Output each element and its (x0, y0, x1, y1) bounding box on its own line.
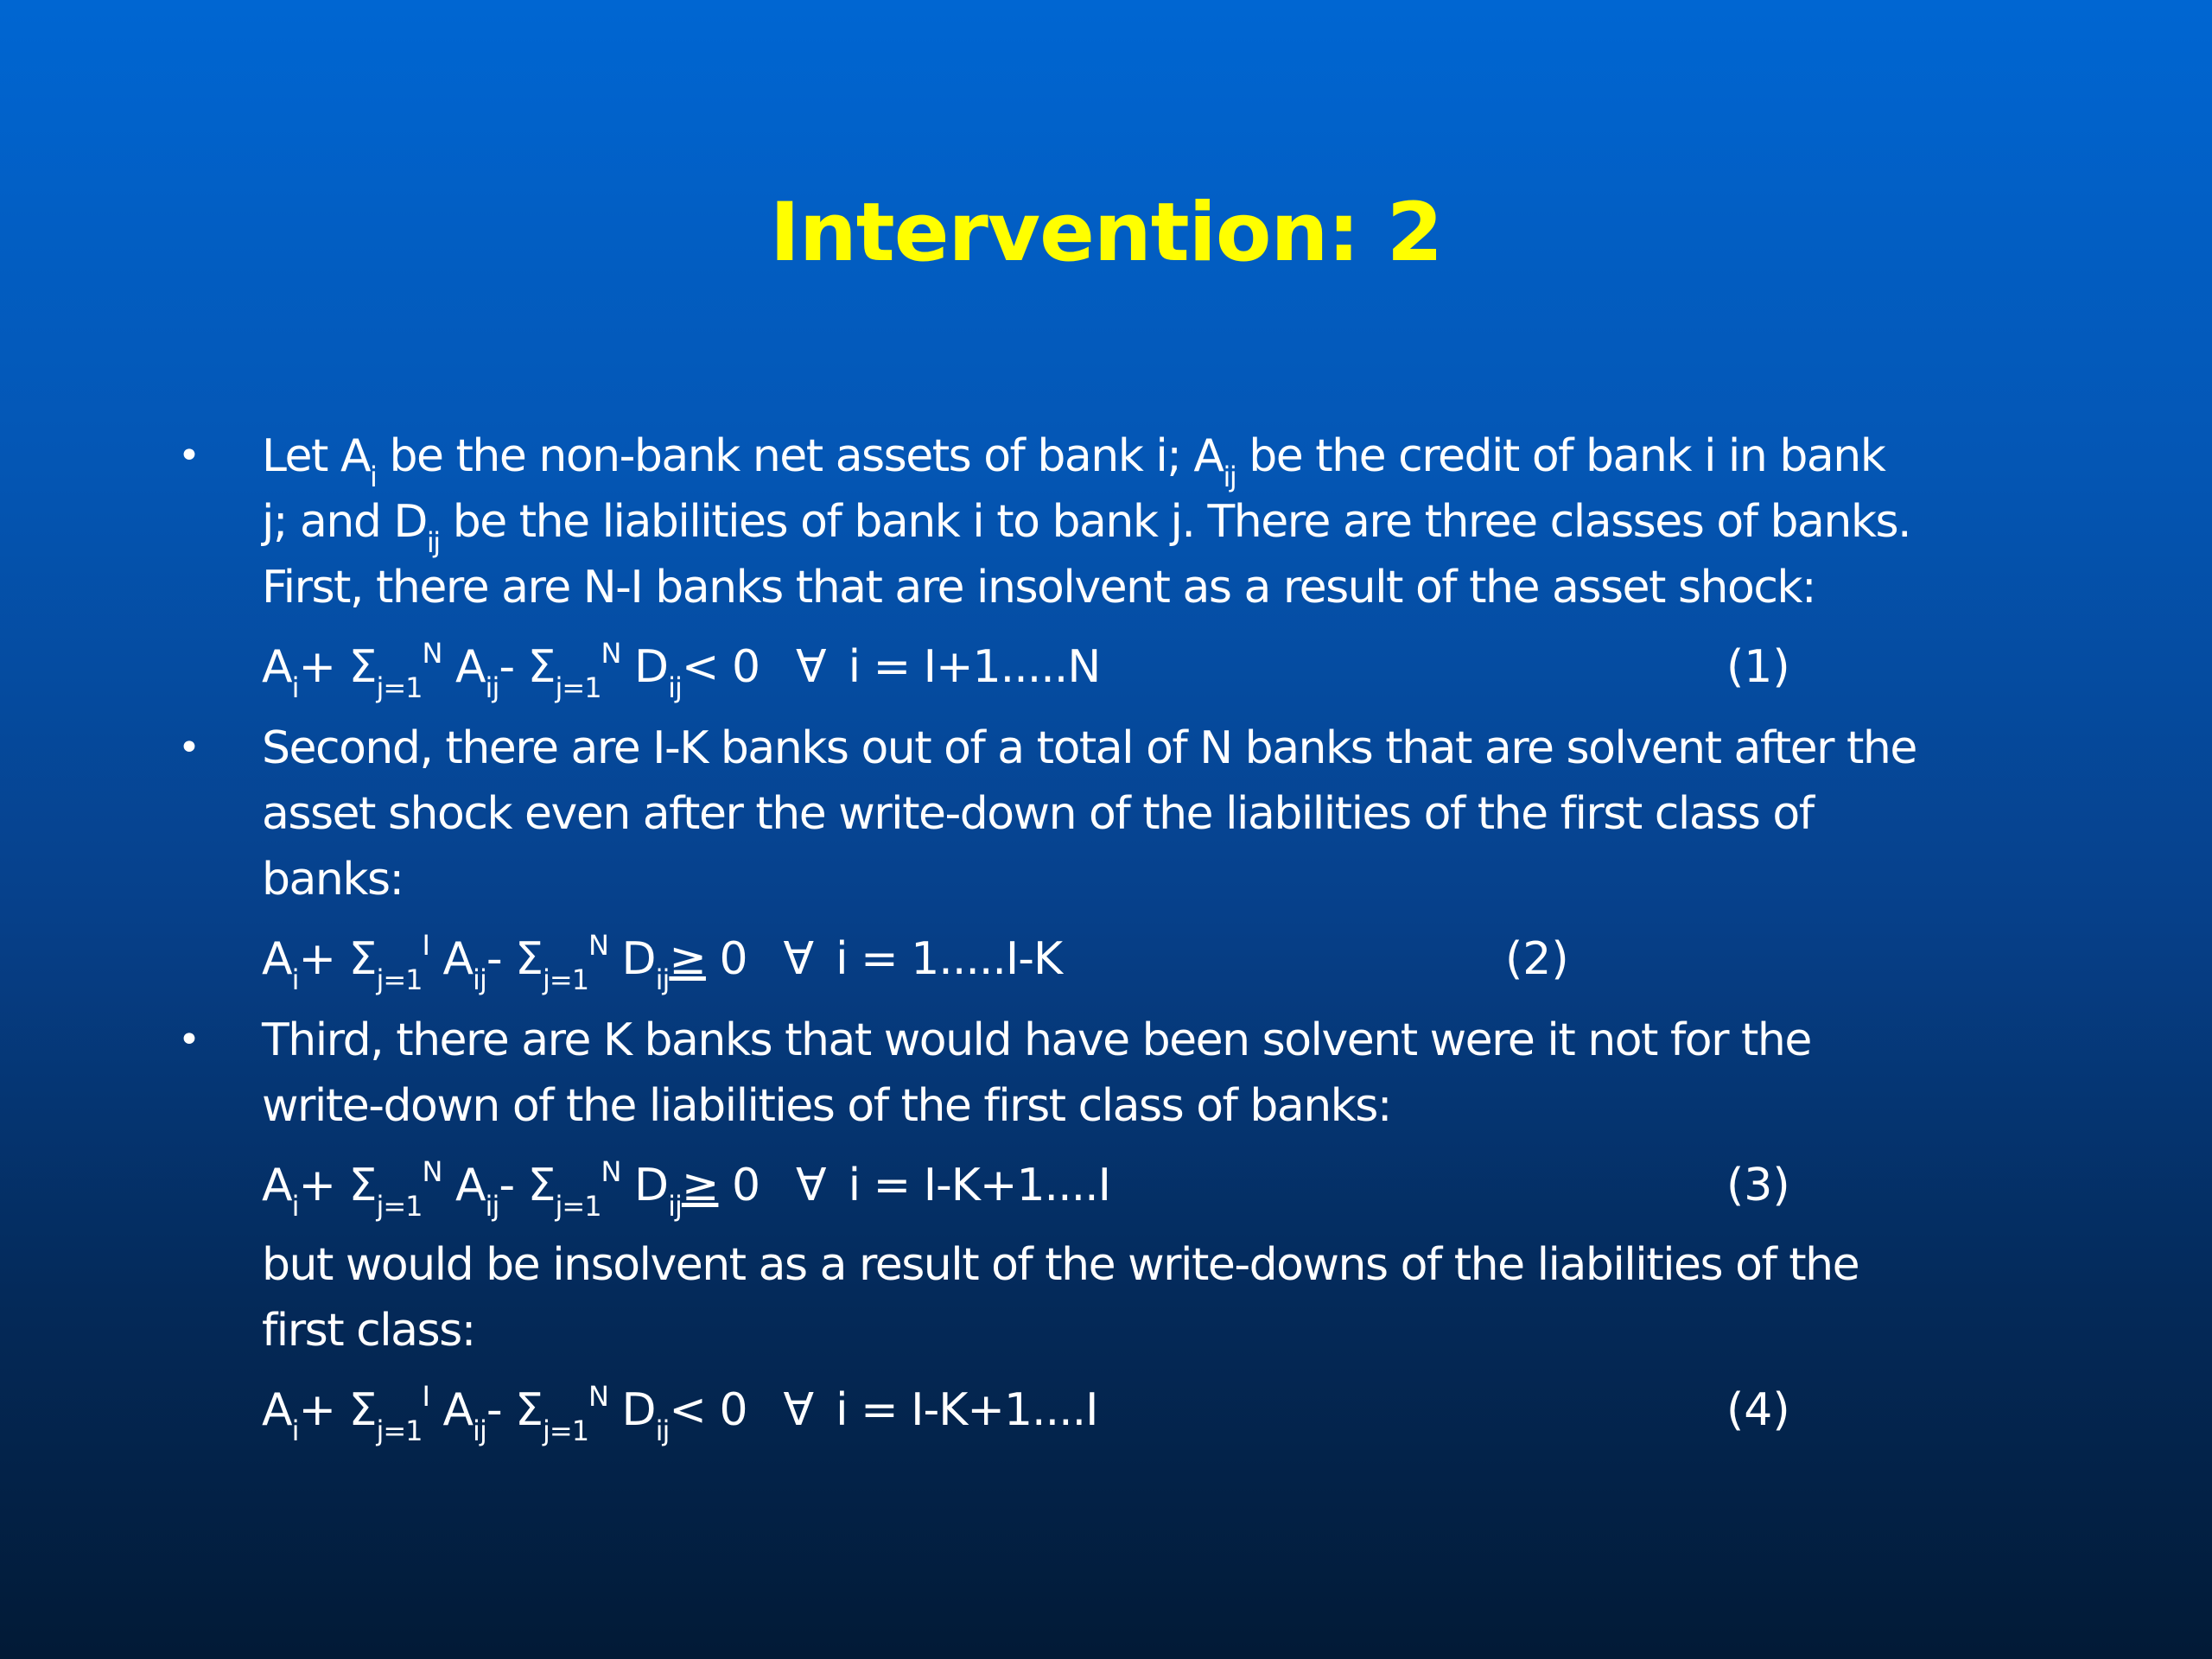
para-2-line-3: banks: (262, 854, 404, 906)
subscript: ij (485, 1190, 499, 1223)
text: A (454, 1160, 486, 1211)
sum-symbol: + Σ (298, 641, 377, 693)
text: A (442, 933, 474, 985)
equation-2-number: (2) (1505, 933, 1569, 985)
text: Let A (262, 430, 371, 482)
superscript: I (422, 929, 429, 962)
subscript: j=1 (542, 963, 589, 996)
para-3-line-1: Third, there are K banks that would have been solvent were it not for the (262, 1014, 1811, 1066)
para-4-line-1: but would be insolvent as a result of the write-downs of the liabilities of the (262, 1239, 1859, 1291)
equation-4 (262, 1377, 1098, 1447)
equation-2 (262, 926, 1063, 996)
superscript: I (422, 1380, 429, 1413)
relation: < 0 (681, 641, 760, 693)
subscript: ij (426, 526, 440, 559)
subscript: ij (485, 671, 499, 704)
text: be the credit of bank i in bank (1236, 430, 1885, 482)
text: i = 1.....I-K (836, 933, 1063, 985)
sum-symbol: - Σ (486, 1384, 543, 1436)
text: A (262, 1384, 292, 1436)
forall-symbol: ∀ (796, 641, 826, 693)
text: D (634, 641, 669, 693)
text: A (442, 1384, 474, 1436)
text: be the non-bank net assets of bank i; A (376, 430, 1224, 482)
sum-symbol: + Σ (298, 1160, 377, 1211)
text: D (621, 1384, 656, 1436)
sum-symbol: - Σ (499, 641, 556, 693)
para-1-line-3: First, there are N-I banks that are insolvent as a result of the asset shock: (262, 562, 1816, 613)
text: D (621, 933, 656, 985)
subscript: i (291, 671, 299, 704)
subscript: j=1 (376, 963, 423, 996)
equation-4-number: (4) (1726, 1384, 1790, 1436)
forall-symbol: ∀ (783, 933, 814, 985)
superscript: N (422, 1155, 442, 1188)
relation: ≥ (669, 933, 706, 985)
bullet-2: • (178, 726, 200, 770)
text: j; and D (262, 496, 427, 548)
para-2-line-1: Second, there are I-K banks out of a total of N banks that are solvent after the (262, 722, 1916, 774)
subscript: i (291, 1190, 299, 1223)
subscript: ij (473, 963, 486, 996)
subscript: j=1 (376, 671, 423, 704)
equation-3-number: (3) (1726, 1160, 1790, 1211)
subscript: j=1 (542, 1414, 589, 1447)
subscript: i (370, 461, 377, 493)
slide-title: Intervention: 2 (769, 186, 1443, 280)
relation: < 0 (669, 1384, 747, 1436)
sum-symbol: + Σ (298, 933, 377, 985)
superscript: N (588, 1380, 608, 1413)
equation-3 (262, 1153, 1111, 1223)
subscript: ij (473, 1414, 486, 1447)
para-2-line-2: asset shock even after the write-down of the liabilities of the first class of (262, 788, 1814, 840)
bullet-1: • (178, 434, 200, 478)
equation-1 (262, 634, 1101, 704)
subscript: j=1 (555, 1190, 601, 1223)
subscript: j=1 (555, 671, 601, 704)
relation: ≥ (681, 1160, 719, 1211)
subscript: i (291, 963, 299, 996)
text: A (262, 1160, 292, 1211)
text: 0 (705, 933, 747, 985)
subscript: j=1 (376, 1414, 423, 1447)
subscript: ij (655, 1414, 670, 1447)
superscript: N (601, 637, 621, 670)
bullet-3: • (178, 1018, 200, 1062)
subscript: ij (668, 671, 682, 704)
subscript: ij (1223, 461, 1236, 493)
superscript: N (601, 1155, 621, 1188)
forall-symbol: ∀ (796, 1160, 826, 1211)
para-4-line-2: first class: (262, 1305, 475, 1357)
forall-symbol: ∀ (783, 1384, 814, 1436)
sum-symbol: - Σ (486, 933, 543, 985)
text: 0 (718, 1160, 760, 1211)
text: be the liabilities of bank i to bank j. There are three classes of banks. (439, 496, 1911, 548)
subscript: ij (668, 1190, 682, 1223)
para-3-line-2: write-down of the liabilities of the first class of banks: (262, 1080, 1391, 1132)
equation-1-number: (1) (1726, 641, 1790, 693)
text: A (262, 933, 292, 985)
subscript: i (291, 1414, 299, 1447)
text: i = I-K+1....I (836, 1384, 1098, 1436)
text: i = I-K+1....I (848, 1160, 1111, 1211)
text: i = I+1.....N (848, 641, 1101, 693)
sum-symbol: + Σ (298, 1384, 377, 1436)
text: D (634, 1160, 669, 1211)
para-1-line-1 (262, 423, 2059, 493)
superscript: N (588, 929, 608, 962)
superscript: N (422, 637, 442, 670)
text: A (454, 641, 486, 693)
subscript: ij (655, 963, 670, 996)
subscript: j=1 (376, 1190, 423, 1223)
para-1-line-2 (262, 489, 2059, 559)
text: A (262, 641, 292, 693)
sum-symbol: - Σ (499, 1160, 556, 1211)
